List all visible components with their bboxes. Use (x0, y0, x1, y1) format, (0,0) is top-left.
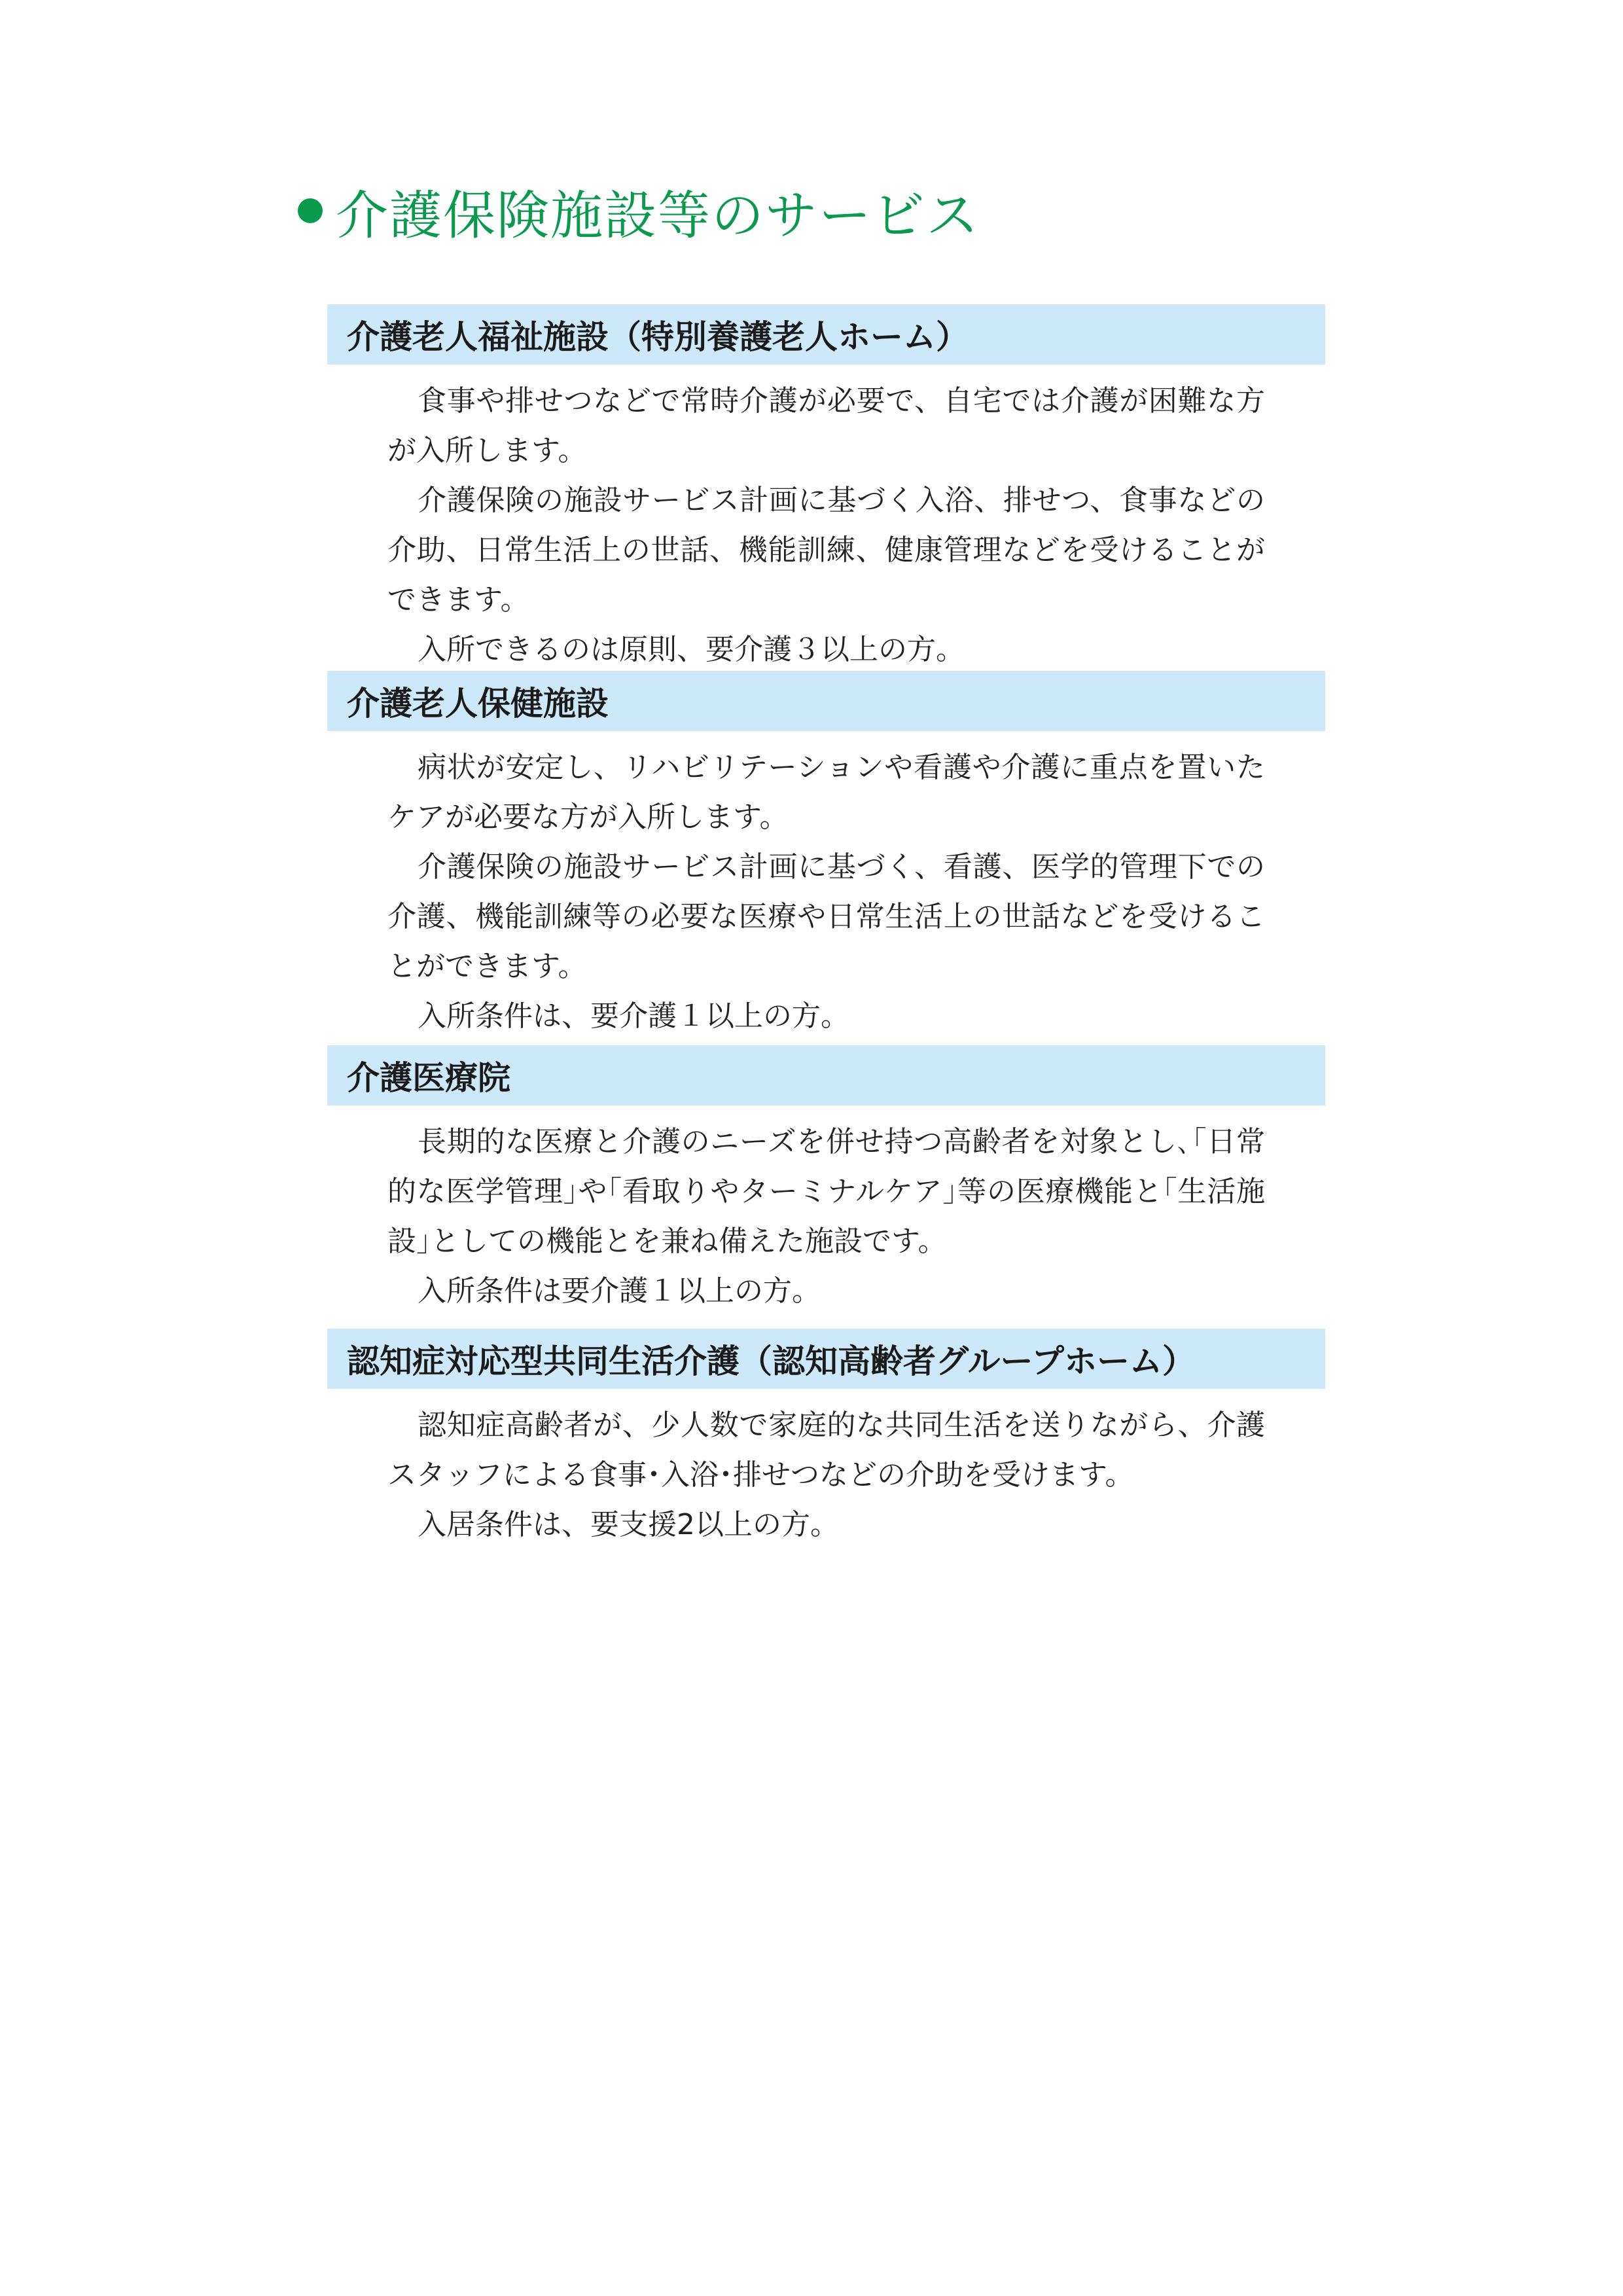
paragraph: 食事や排せつなどで常時介護が必要で、自宅では介護が困難な方が入所します。 (387, 384, 1265, 467)
paragraph: 入所できるのは原則、要介護３以上の方。 (418, 633, 965, 666)
section-nursing-welfare-facility (327, 304, 1325, 675)
section-medical-care-center (327, 1045, 1325, 1316)
paragraph: 入所条件は要介護１以上の方。 (418, 1274, 821, 1308)
paragraph: 入所条件は、要介護１以上の方。 (418, 999, 849, 1033)
section-body (327, 1401, 1265, 1550)
paragraph: 介護保険の施設サービス計画に基づく、看護、医学的管理下での介護、機能訓練等の必要な医療や日常生活上の世話などを受けることができます。 (387, 850, 1265, 983)
section-body (327, 376, 1265, 675)
section-body (327, 743, 1265, 1041)
paragraph: 介護保険の施設サービス計画に基づく入浴、排せつ、食事などの介助、日常生活上の世話、機能訓練、健康管理などを受けることができます。 (387, 484, 1265, 617)
paragraph: 入居条件は、要支援2以上の方。 (418, 1508, 839, 1541)
paragraph: 病状が安定し、リハビリテーションや看護や介護に重点を置いたケアが必要な方が入所します。 (387, 751, 1265, 834)
section-header: 介護老人保健施設 (327, 671, 1325, 731)
page-title-text: 介護保険施設等のサービス (336, 185, 980, 246)
section-body (327, 1117, 1265, 1316)
page-title (298, 171, 980, 250)
section-header: 介護医療院 (327, 1045, 1325, 1105)
section-health-facility (327, 671, 1325, 1041)
paragraph: 長期的な医療と介護のニーズを併せ持つ高齢者を対象とし､｢日常的な医学管理｣や｢看取りやターミナルケア｣等の医療機能と｢生活施設｣としての機能とを兼ね備えた施設です。 (387, 1125, 1265, 1258)
bullet-icon (298, 198, 323, 223)
section-header: 介護老人福祉施設（特別養護老人ホーム） (327, 304, 1325, 365)
section-dementia-group-home (327, 1329, 1325, 1550)
section-header: 認知症対応型共同生活介護（認知高齢者グループホーム） (327, 1329, 1325, 1389)
paragraph: 認知症高齢者が、少人数で家庭的な共同生活を送りながら、介護スタッフによる食事･入浴･排せつなどの介助を受けます。 (387, 1408, 1265, 1492)
